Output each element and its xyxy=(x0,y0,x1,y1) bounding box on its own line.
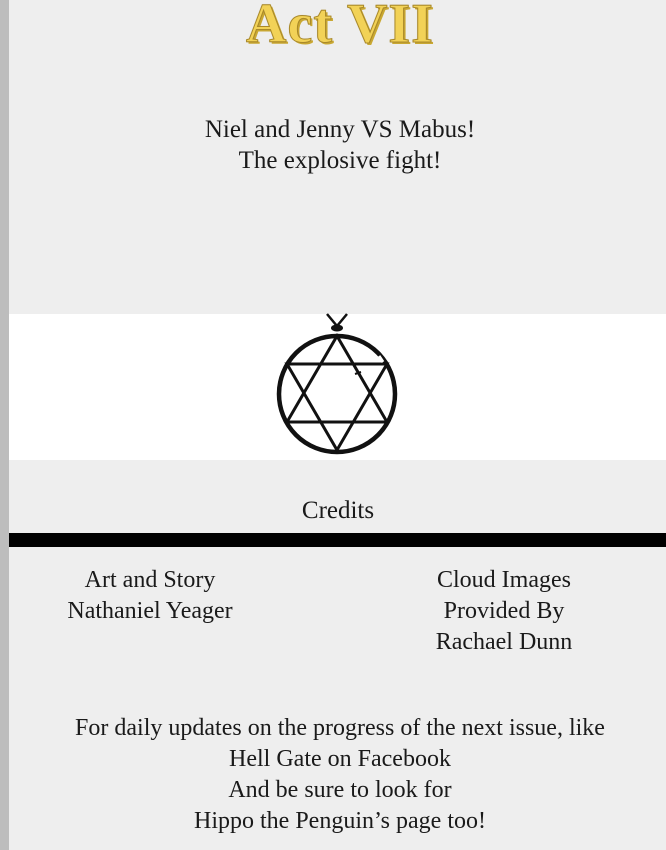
act-title: Act VII xyxy=(246,0,434,55)
subtitle-line-2: The explosive fight! xyxy=(238,147,442,174)
credits-divider xyxy=(9,533,666,547)
subtitle xyxy=(0,114,666,176)
credit-left-line-2: Nathaniel Yeager xyxy=(67,598,233,624)
credit-right-line-2: Provided By xyxy=(443,598,565,624)
credit-left-line-1: Art and Story xyxy=(84,567,216,593)
footer-line-3: And be sure to look for xyxy=(228,777,452,803)
footer-line-2: Hell Gate on Facebook xyxy=(229,746,451,772)
footer-line-1: For daily updates on the progress of the next issue, like xyxy=(75,715,605,741)
footer-message xyxy=(0,713,666,837)
footer-line-4: Hippo the Penguin’s page too! xyxy=(194,808,486,834)
subtitle-line-1: Niel and Jenny VS Mabus! xyxy=(204,116,476,143)
credit-cloud-images xyxy=(395,565,613,658)
credit-art-and-story xyxy=(40,565,260,627)
credit-right-line-3: Rachael Dunn xyxy=(435,629,573,655)
credit-right-line-1: Cloud Images xyxy=(437,567,571,593)
hexagram-pendant-icon xyxy=(271,310,403,462)
credits-heading: Credits xyxy=(301,497,375,524)
